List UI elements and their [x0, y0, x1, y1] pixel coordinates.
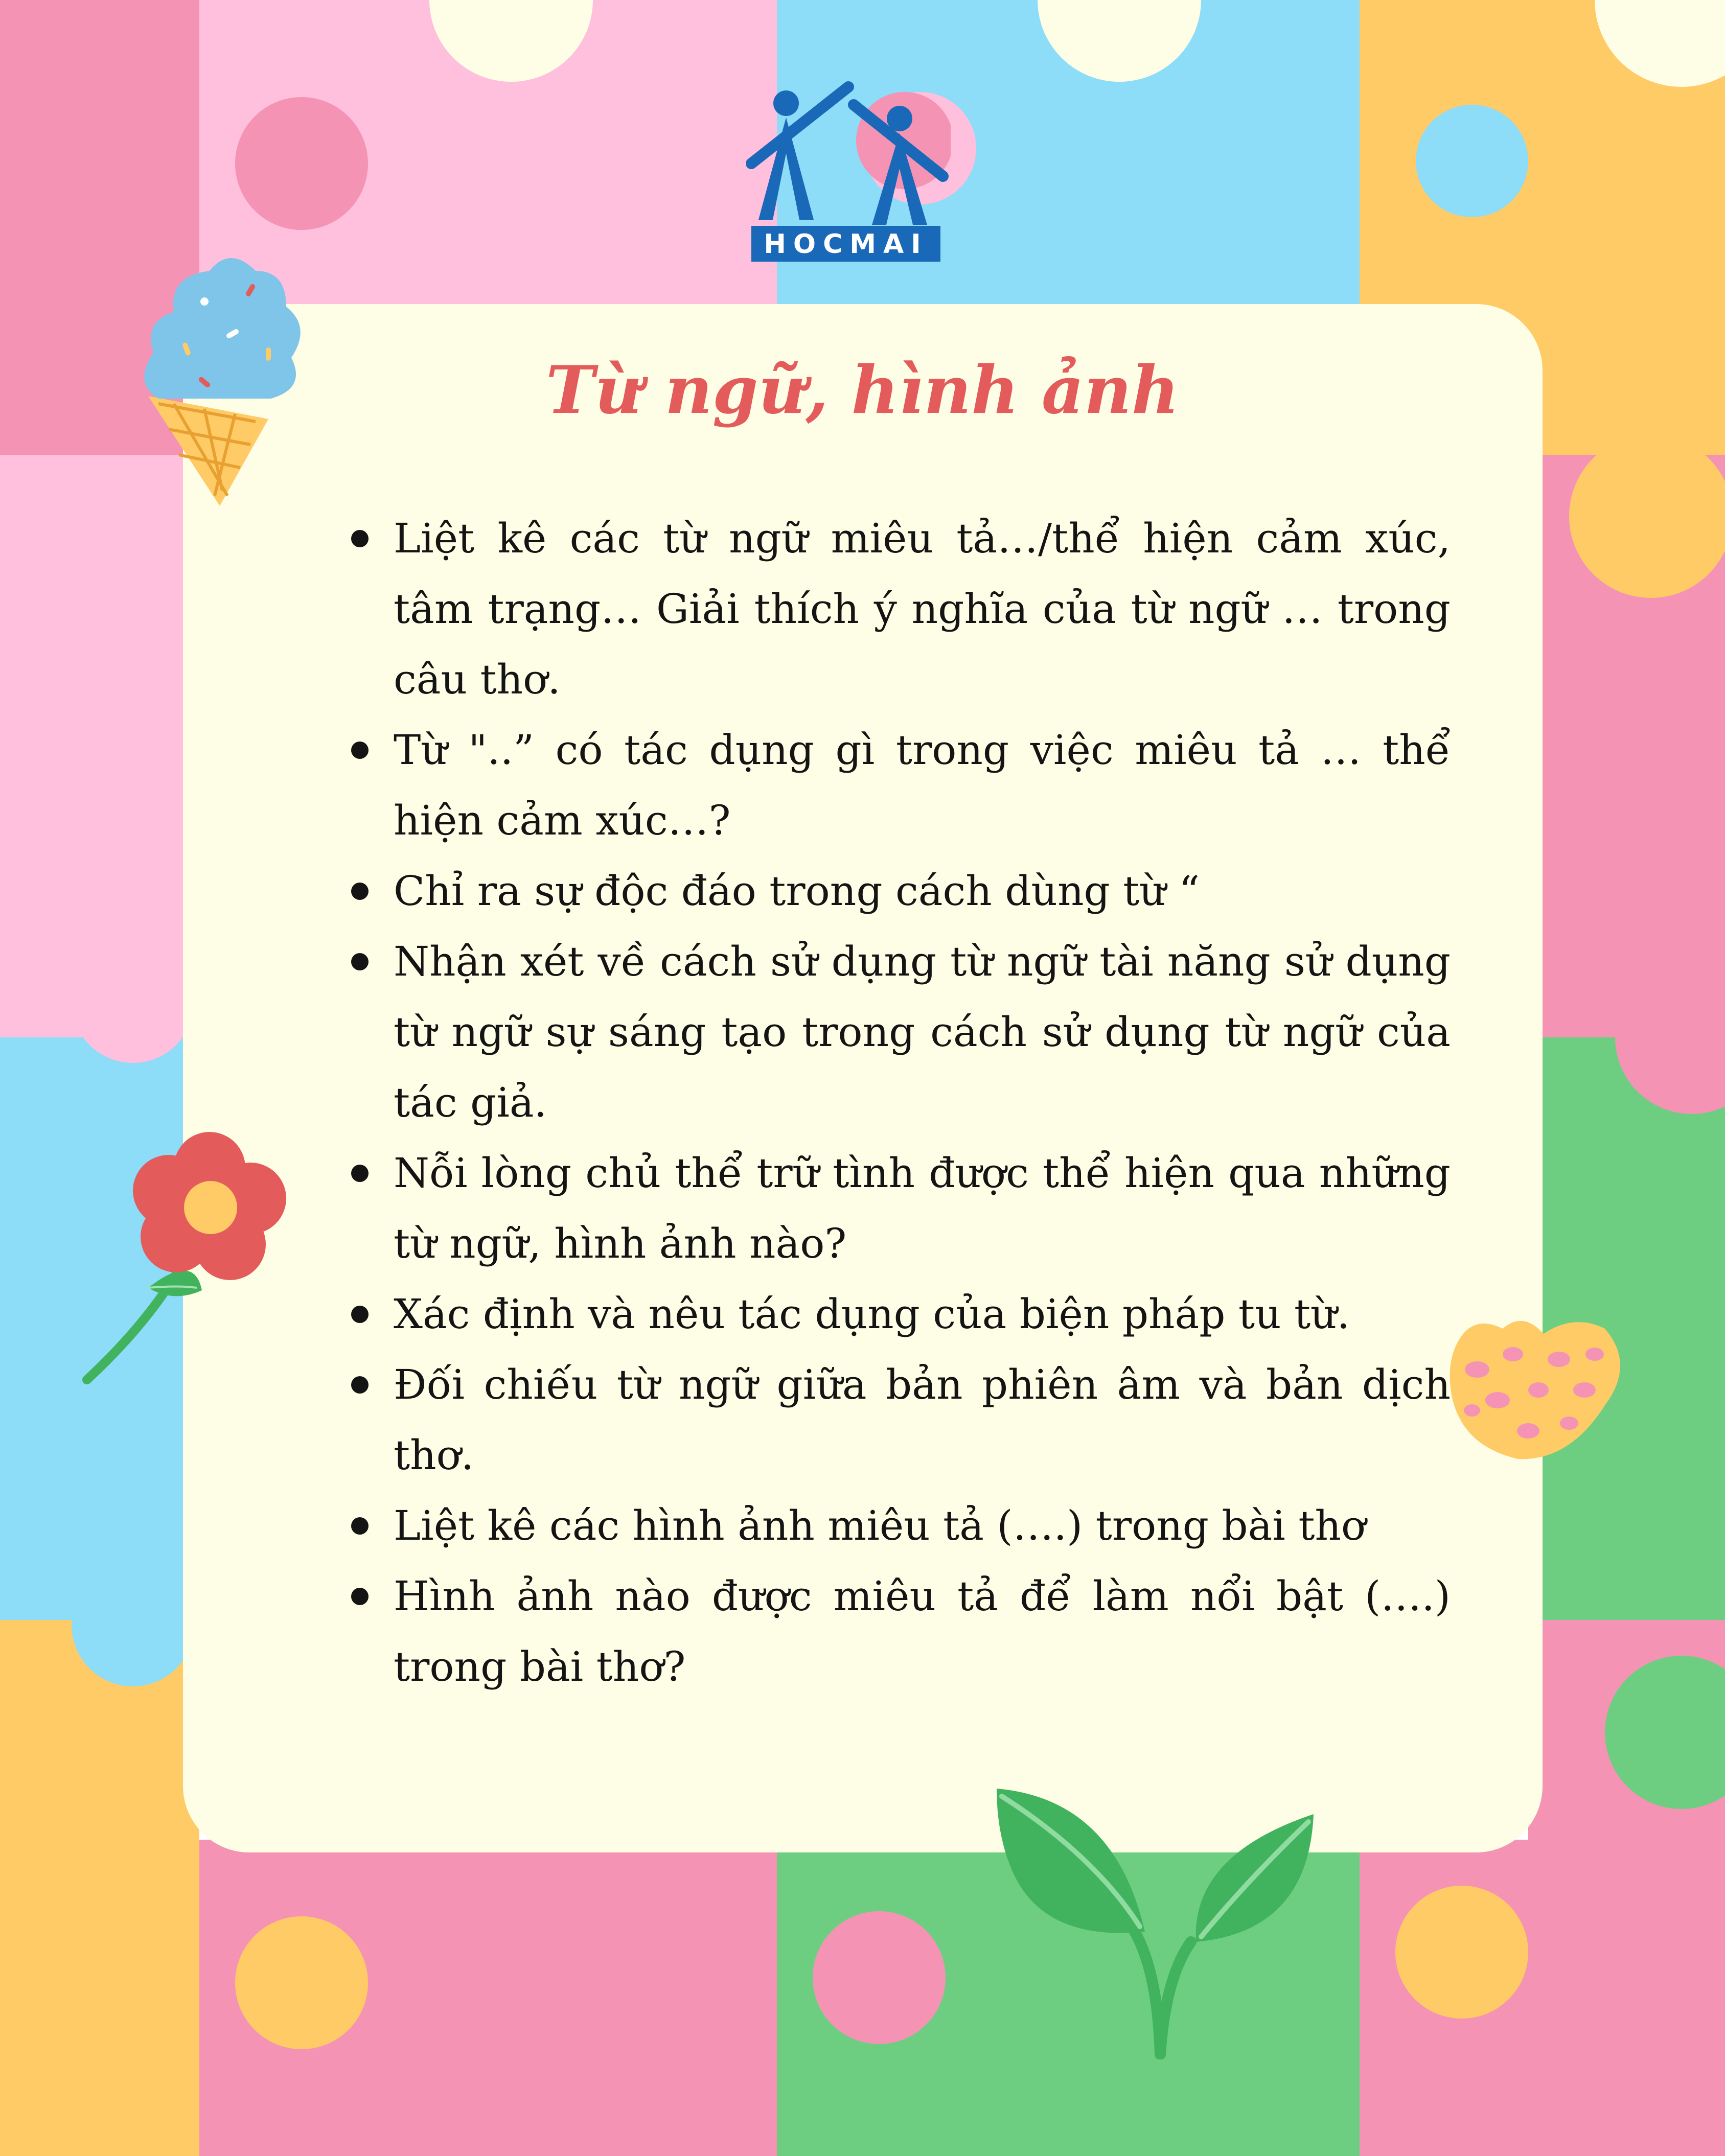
- leaf-sprout-icon: [981, 1778, 1339, 2059]
- list-item: Chỉ ra sự độc đáo trong cách dùng từ “: [340, 856, 1451, 926]
- list-item: Nhận xét về cách sử dụng từ ngữ tài năng sử dụng từ ngữ sự sáng tạo trong cách sử dụng từ ngữ của tác giả.: [340, 926, 1451, 1138]
- list-item: Liệt kê các hình ảnh miêu tả (….) trong bài thơ: [340, 1491, 1451, 1561]
- list-item: Liệt kê các từ ngữ miêu tả…/thể hiện cảm xúc, tâm trạng… Giải thích ý nghĩa của từ ngữ … trong câu thơ.: [340, 503, 1451, 715]
- list-item: Xác định và nêu tác dụng của biện pháp tu từ.: [340, 1279, 1451, 1350]
- list-item: Đối chiếu từ ngữ giữa bản phiên âm và bản dịch thơ.: [340, 1350, 1451, 1491]
- list-item: Hình ảnh nào được miêu tả để làm nổi bật (….) trong bài thơ?: [340, 1561, 1451, 1702]
- question-list: [340, 503, 1451, 1702]
- hocmai-logo: [746, 77, 951, 266]
- page-title: Từ ngữ, hình ảnh: [545, 352, 1180, 429]
- list-item: Từ "..” có tác dụng gì trong việc miêu tả … thể hiện cảm xúc…?: [340, 715, 1451, 856]
- strawberry-icon: [1441, 1313, 1636, 1467]
- logo-text: HOCMAI: [764, 229, 928, 260]
- flower-icon: [77, 1114, 291, 1385]
- list-item: Nỗi lòng chủ thể trữ tình được thể hiện qua những từ ngữ, hình ảnh nào?: [340, 1138, 1451, 1279]
